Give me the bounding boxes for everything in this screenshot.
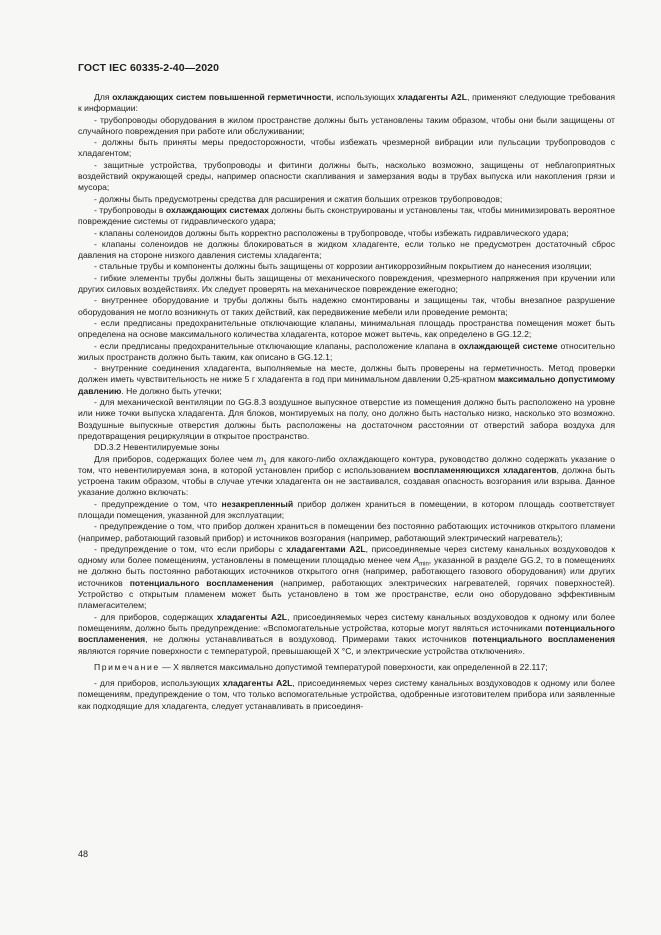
list-item: - клапаны соленоидов не должны блокироваться в жидком хладагенте, если только не предусмотрен достаточный сброс давления на стороне низкого давления системы хладагента; [78, 238, 615, 261]
list-item: - должны быть приняты меры предосторожности, чтобы избежать чрезмерной вибрации или пульсации трубопроводов с хладагентом; [78, 137, 615, 159]
paragraph: Для приборов, содержащих более чем $m_1$ для какого-либо охлаждающего контура, руководство должно содержать указание о том, что невентилируемая зона, в которой установлен прибор с использованием воспламеняющихся хладагентов, должна быть устроена таким образом, чтобы в случае утечки хладагента он не застаивался, создавая опасность возгорания или взрыва. Данное указание должно включать: [78, 453, 615, 498]
list-item: - для приборов, использующих хладагенты A2L, присоединяемых через систему канальных воздуховодов к одному или более помещениям, предупреждение о том, что только вспомогательные устройства, одобренные изготовителем прибора или заявленные как подходящие для хладагента, следует устанавливать в присоединя- [78, 678, 615, 711]
list-item: - предупреждение о том, что прибор должен храниться в помещении без постоянно работающих источников открытого пламени (например, работающий газовый прибор) и источников возгорания (например, работающий электрический нагреватель); [78, 521, 615, 543]
list-item: - клапаны соленоидов должны быть корректно расположены в трубопроводе, чтобы избежать гидравлического удара; [94, 227, 569, 238]
note: Примечание — X является максимально допустимой температурой поверхности, как определенной в 22.117; [94, 661, 548, 672]
list-item: - трубопроводы в охлаждающих системах должны быть сконструированы и установлены так, чтобы минимизировать вероятное повреждение системы от гидравлического удара; [78, 204, 615, 227]
list-item: - внутреннее оборудование и трубы должны быть надежно смонтированы и защищены так, чтобы внезапное разрушение оборудования не могло возникнуть от таких действий, как передвижение мебели или проведение ремонта; [78, 295, 615, 317]
section-heading: DD.3.2 Невентилируемые зоны [94, 442, 220, 453]
list-item: - должны быть предусмотрены средства для расширения и сжатия больших отрезков трубопроводов; [94, 193, 503, 204]
list-item: - для приборов, содержащих хладагенты A2L, присоединяемых через систему канальных воздуховодов к одному или более помещениям, должно быть предупреждение: «Вспомогательные устройства, которые могут являться источниками потенциального воспламенения, не должны устанавливаться в воздуховод. Примерами таких источников потенциального воспламенения являются горячие поверхности с температурой, превышающей X °C, и электрические устройства отключения». [78, 611, 615, 656]
paragraph: Для охлаждающих систем повышенной герметичности, использующих хладагенты A2L, применяют следующие требования к информации: [78, 92, 615, 114]
list-item: - предупреждение о том, что если приборы с хладагентами A2L, присоединяемые через систему канальных воздуховодов к одному или более помещениям, установлены в помещении площадью менее чем $A_{min}$, указанной в разделе GG.2, то в помещениях не должно быть постоянно работающих источников открытого огня (например, работающего газового оборудования) или других источников потенциального воспламенения (например, работающих электрических нагревателей, горячих поверхностей). Устройство с открытым пламенем может быть установлено в том же пространстве, если оно оборудовано эффективным пламегасителем; [78, 543, 615, 611]
list-item: - защитные устройства, трубопроводы и фитинги должны быть, насколько возможно, защищены от неблагоприятных воздействий окружающей среды, например опасности скапливания и замерзания воды в трубах выпуска или накопления грязи и мусора; [78, 159, 615, 193]
list-item: - гибкие элементы трубы должны быть защищены от механического повреждения, чрезмерного напряжения при кручении или других силовых воздействиях. Их следует проверять на механическое повреждение ежегодно; [78, 272, 615, 295]
list-item: - предупреждение о том, что незакрепленный прибор должен храниться в помещении, в котором площадь соответствует площади помещения, указанной для эксплуатации; [78, 498, 615, 520]
list-item: - стальные трубы и компоненты должны быть защищены от коррозии антикоррозийным покрытием до нанесения изоляции; [94, 261, 592, 272]
list-item: - трубопроводы оборудования в жилом пространстве должны быть установлены таким образом, чтобы они были защищены от случайного повреждения при работе или обслуживании; [78, 114, 615, 136]
page-number: 48 [78, 849, 89, 859]
list-item: - внутренние соединения хладагента, выполняемые на месте, должны быть проверены на герметичность. Метод проверки должен иметь чувствительность не ниже 5 г хладагента в год при минимальном давлении 0,25-кратном максимально допустимому давлению. Не должно быть утечки; [78, 363, 615, 396]
list-item: - если предписаны предохранительные отключающие клапаны, расположение клапана в охлаждающей системе относительно жилых пространств должно быть таким, как описано в GG.12.1; [78, 340, 616, 362]
list-item: - если предписаны предохранительные отключающие клапаны, минимальная площадь пространства помещения может быть определена на основе максимального количества хладагента, которое может вытечь, как определено в GG.12.2; [78, 317, 615, 340]
list-item: - для механической вентиляции по GG.8.3 воздушное выпускное отверстие из помещения должно быть расположено на уровне или ниже точки выпуска хладагента. Для блоков, монтируемых на полу, оно должно быть настолько низко, насколько это возможно. Воздушные выпускные отверстия должны быть расположены на достаточном расстоянии от отверстий забора воздуха для предотвращения рециркуляции в открытое пространство. [78, 397, 615, 441]
document-body [78, 92, 615, 712]
document-header: ГОСТ IEC 60335-2-40—2020 [78, 62, 220, 74]
